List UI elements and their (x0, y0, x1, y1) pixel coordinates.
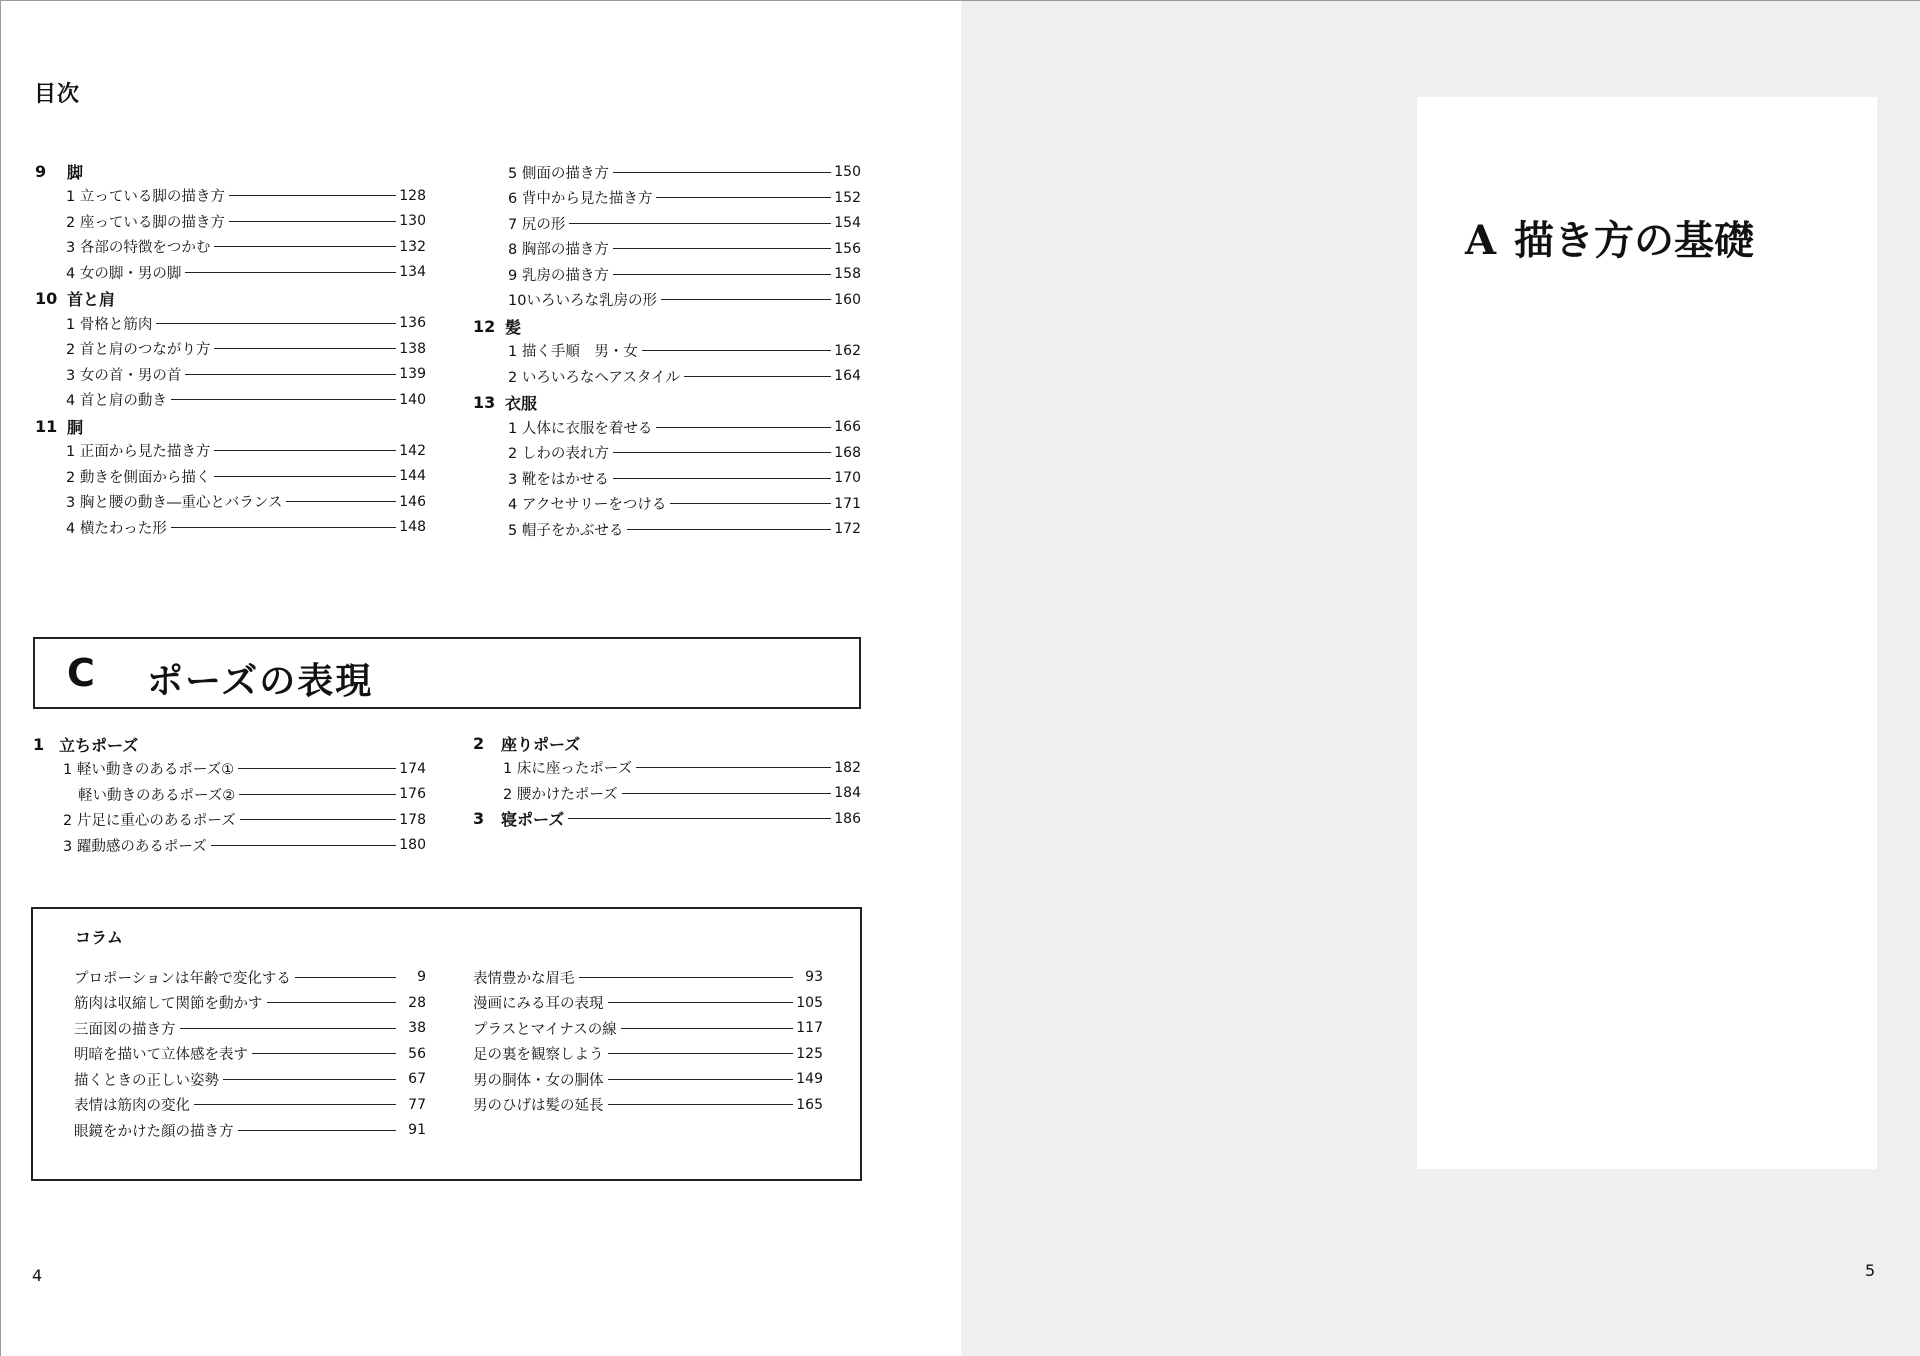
toc-entry-page: 146 (399, 493, 426, 510)
leader-line (569, 223, 831, 224)
toc-entry-page: 170 (834, 470, 861, 486)
part-c-letter: C (67, 651, 95, 695)
toc-entry (66, 465, 426, 487)
toc-entry (473, 1043, 823, 1065)
page-number-left: 4 (32, 1266, 43, 1285)
toc-entry (74, 992, 426, 1014)
toc-entry-label: 8 胸部の描き方 (508, 242, 609, 258)
leader-line (608, 1053, 794, 1054)
toc-entry-label: 1 描く手順 男・女 (508, 344, 638, 360)
leader-line (267, 1002, 397, 1003)
leader-line (214, 450, 396, 451)
part-c-heading-box (33, 637, 861, 709)
toc-entry (66, 312, 426, 334)
toc-entry-page: 168 (834, 444, 861, 461)
section-title: 髪 (505, 317, 522, 337)
leader-line (185, 272, 396, 273)
toc-entry-page: 160 (834, 291, 861, 308)
part-c-title: ポーズの表現 (147, 661, 374, 702)
leader-line (656, 427, 831, 428)
toc-entry-page: 171 (834, 495, 861, 512)
toc-entry-page: 77 (408, 1096, 426, 1113)
toc-entry-page: 138 (399, 340, 426, 357)
leader-line (185, 374, 396, 375)
leader-line (240, 819, 396, 820)
leader-line (156, 323, 396, 324)
toc-entry (473, 1094, 823, 1116)
leader-line (171, 527, 396, 528)
part-a-heading (1465, 209, 1754, 266)
section-number: 9 (35, 161, 47, 181)
toc-entry (503, 757, 861, 779)
toc-entry (473, 1017, 823, 1039)
section-number: 2 (473, 733, 485, 753)
toc-entry-page: 132 (399, 238, 426, 255)
toc-entry (66, 185, 426, 207)
toc-entry-page: 172 (834, 521, 861, 537)
toc-entry (66, 389, 426, 411)
leader-line (286, 501, 396, 502)
toc-entry-label: 6 背中から見た描き方 (508, 191, 653, 207)
toc-entry-page: 142 (399, 442, 426, 459)
toc-entry-label: 明暗を描いて立体感を表す (74, 1047, 248, 1063)
toc-section-heading (473, 731, 580, 755)
toc-entry-label: プラスとマイナスの線 (473, 1021, 617, 1038)
toc-section-heading (35, 414, 83, 438)
toc-entry-page: 9 (417, 969, 426, 985)
toc-entry (508, 365, 861, 387)
toc-entry (508, 238, 861, 260)
toc-entry-label: 5 帽子をかぶせる (508, 522, 624, 539)
section-title: 胴 (67, 417, 84, 437)
toc-entry (66, 491, 426, 513)
part-a-letter: A (1465, 217, 1497, 264)
toc-entry-label: 4 女の脚・男の脚 (66, 265, 182, 282)
toc-entry-page: 134 (399, 264, 426, 280)
toc-entry (508, 212, 861, 234)
leader-line (568, 818, 831, 819)
leader-line (252, 1053, 396, 1054)
toc-entry-page: 178 (399, 811, 426, 828)
toc-entry-label: 2 動きを側面から描く (66, 469, 211, 486)
toc-entry-label: 2 片足に重心のあるポーズ (63, 813, 236, 829)
toc-entry (66, 440, 426, 462)
leader-line (223, 1079, 396, 1080)
toc-entry-label: プロポーションは年齢で変化する (74, 970, 291, 987)
toc-entry (508, 467, 861, 489)
leader-line (229, 195, 396, 196)
toc-entry-page: 67 (408, 1071, 426, 1087)
toc-section-heading (35, 159, 83, 183)
toc-entry-page: 166 (834, 419, 861, 435)
toc-section-heading (35, 287, 115, 311)
toc-entry-page: 38 (408, 1020, 426, 1036)
toc-entry-page: 105 (796, 994, 823, 1011)
leader-line (636, 767, 831, 768)
toc-section-heading (33, 732, 138, 756)
section-title: 座りポーズ (501, 734, 581, 754)
toc-entry-page: 140 (399, 391, 426, 408)
toc-entry-label: 表情は筋肉の変化 (74, 1098, 190, 1114)
toc-entry (503, 782, 861, 804)
toc-entry-page: 156 (834, 240, 861, 257)
toc-entry (74, 966, 426, 988)
section-number: 10 (35, 289, 58, 308)
toc-entry-page: 184 (834, 785, 861, 801)
toc-entry-page: 136 (399, 315, 426, 331)
toc-entry-label: 3 女の首・男の首 (66, 367, 182, 384)
toc-entry-page: 117 (796, 1020, 823, 1036)
toc-title: 目次 (34, 82, 81, 107)
toc-entry-page: 176 (399, 786, 426, 802)
toc-entry-page: 93 (805, 969, 823, 985)
leader-line (238, 1130, 397, 1131)
section-number: 13 (473, 393, 496, 412)
toc-entry (508, 518, 861, 540)
toc-entry (508, 340, 861, 362)
section-number: 11 (35, 416, 58, 436)
leader-line (194, 1104, 396, 1105)
leader-line (229, 221, 396, 222)
leader-line (656, 197, 831, 198)
leader-line (627, 529, 831, 530)
leader-line (613, 452, 831, 453)
leader-line (608, 1104, 794, 1105)
leader-line (239, 794, 396, 795)
toc-entry-label: 2 首と肩のつながり方 (66, 342, 211, 358)
toc-entry-page: 162 (834, 342, 861, 359)
toc-entry-label: 10いろいろな乳房の形 (508, 293, 657, 309)
toc-entry (473, 966, 823, 988)
toc-entry-page: 180 (399, 837, 426, 853)
section-title: 衣服 (505, 394, 538, 413)
leader-line (171, 399, 396, 400)
column-box-title: コラム (75, 928, 123, 947)
toc-entry-label: 3 躍動感のあるポーズ (63, 838, 207, 855)
toc-entry-label: 軽い動きのあるポーズ② (78, 787, 236, 804)
left-page (1, 1, 961, 1356)
toc-entry-page: 152 (834, 189, 861, 206)
leader-line (579, 977, 794, 978)
leader-line (642, 350, 831, 351)
part-a-title-page (1417, 97, 1877, 1169)
leader-line (608, 1002, 794, 1003)
toc-entry (63, 834, 426, 856)
toc-entry-page: 182 (834, 759, 861, 776)
toc-entry-label: 2 しわの表れ方 (508, 446, 609, 462)
toc-entry (74, 1119, 426, 1141)
toc-entry-label: 男の胴体・女の胴体 (473, 1072, 604, 1089)
toc-entry-label: 3 靴をはかせる (508, 471, 609, 488)
leader-line (180, 1028, 397, 1029)
leader-line (295, 977, 396, 978)
toc-entry-page: 174 (399, 760, 426, 777)
toc-entry-page: 130 (399, 213, 426, 229)
toc-entry-page: 164 (834, 368, 861, 384)
section-title: 脚 (67, 162, 84, 182)
toc-entry-page: 186 (834, 810, 861, 827)
toc-entry-label: 3 各部の特徴をつかむ (66, 240, 211, 256)
toc-entry-page: 148 (399, 519, 426, 535)
toc-entry-page: 158 (834, 266, 861, 282)
leader-line (211, 845, 396, 846)
toc-entry (74, 1017, 426, 1039)
page-number-right: 5 (1865, 1261, 1876, 1280)
toc-entry (74, 1043, 426, 1065)
toc-entry-page: 128 (399, 187, 426, 204)
toc-entry-label: 1 床に座ったポーズ (503, 761, 633, 777)
toc-entry (508, 442, 861, 464)
toc-entry-page: 150 (834, 164, 861, 180)
toc-entry-label: 男のひげは髪の延長 (473, 1098, 604, 1114)
toc-entry (473, 1068, 823, 1090)
toc-entry (66, 261, 426, 283)
toc-entry-label: 2 腰かけたポーズ (503, 786, 618, 803)
toc-entry (508, 263, 861, 285)
toc-entry (74, 1094, 426, 1116)
toc-entry-label: 3 胸と腰の動き―重心とバランス (66, 495, 283, 511)
leader-line (622, 793, 831, 794)
toc-entry (508, 289, 861, 311)
toc-entry-label: 眼鏡をかけた顔の描き方 (74, 1123, 234, 1140)
toc-entry-label: 足の裏を観察しよう (473, 1047, 604, 1063)
leader-line (613, 248, 831, 249)
toc-entry (74, 1068, 426, 1090)
toc-entry (66, 210, 426, 232)
toc-entry-label: 三面図の描き方 (74, 1021, 176, 1038)
toc-entry (508, 416, 861, 438)
toc-entry-page: 139 (399, 366, 426, 382)
toc-entry-label: 7 尻の形 (508, 216, 566, 233)
toc-entry-page: 154 (834, 215, 861, 231)
leader-line (613, 172, 831, 173)
toc-entry-label: 1 骨格と筋肉 (66, 316, 153, 333)
toc-entry (66, 236, 426, 258)
leader-line (613, 274, 831, 275)
toc-entry-label: 1 立っている脚の描き方 (66, 189, 225, 205)
leader-line (670, 503, 831, 504)
toc-entry-label: 描くときの正しい姿勢 (74, 1072, 219, 1089)
toc-entry-page: 91 (408, 1122, 426, 1138)
toc-entry (508, 161, 861, 183)
toc-entry-page: 149 (796, 1071, 823, 1087)
toc-entry-label: 2 座っている脚の描き方 (66, 214, 225, 231)
part-a-title: 描き方の基礎 (1514, 217, 1755, 264)
toc-entry-page: 144 (399, 468, 426, 484)
section-number: 12 (473, 316, 496, 336)
toc-entry-label: 4 首と肩の動き (66, 393, 167, 409)
toc-entry-label: 4 アクセサリーをつける (508, 497, 667, 513)
toc-section-heading-with-page (473, 808, 861, 830)
toc-entry (508, 493, 861, 515)
toc-entry (66, 338, 426, 360)
toc-section-heading (473, 391, 537, 415)
toc-entry-label: 1 人体に衣服を着せる (508, 420, 653, 437)
toc-entry (78, 783, 426, 805)
toc-entry-label: 漫画にみる耳の表現 (473, 996, 604, 1012)
toc-entry-label: 2 いろいろなヘアスタイル (508, 369, 681, 386)
leader-line (661, 299, 831, 300)
toc-section-heading (473, 314, 521, 338)
section-title: 首と肩 (67, 290, 116, 309)
leader-line (621, 1028, 793, 1029)
toc-entry (63, 809, 426, 831)
toc-entry-label: 1 軽い動きのあるポーズ① (63, 762, 235, 778)
section-number: 3 (473, 809, 485, 828)
leader-line (608, 1079, 794, 1080)
leader-line (684, 376, 831, 377)
toc-entry-page: 56 (408, 1045, 426, 1062)
section-number: 1 (33, 734, 45, 754)
toc-entry (473, 992, 823, 1014)
toc-entry-label: 5 側面の描き方 (508, 165, 609, 182)
toc-entry-label: 筋肉は収縮して関節を動かす (74, 996, 263, 1012)
toc-entry (66, 363, 426, 385)
toc-entry (63, 758, 426, 780)
toc-entry-page: 165 (796, 1096, 823, 1113)
toc-entry-label: 4 横たわった形 (66, 520, 167, 537)
leader-line (238, 768, 396, 769)
toc-entry (66, 516, 426, 538)
toc-entry-label: 表情豊かな眉毛 (473, 970, 575, 987)
toc-entry-label: 9 乳房の描き方 (508, 267, 609, 284)
leader-line (613, 478, 831, 479)
toc-entry-page: 28 (408, 994, 426, 1011)
section-title: 寝ポーズ (501, 810, 565, 829)
leader-line (214, 476, 396, 477)
section-title: 立ちポーズ (59, 735, 139, 755)
toc-entry-page: 125 (796, 1045, 823, 1062)
leader-line (214, 348, 396, 349)
toc-entry (508, 187, 861, 209)
toc-entry-label: 1 正面から見た描き方 (66, 444, 211, 460)
leader-line (214, 246, 396, 247)
